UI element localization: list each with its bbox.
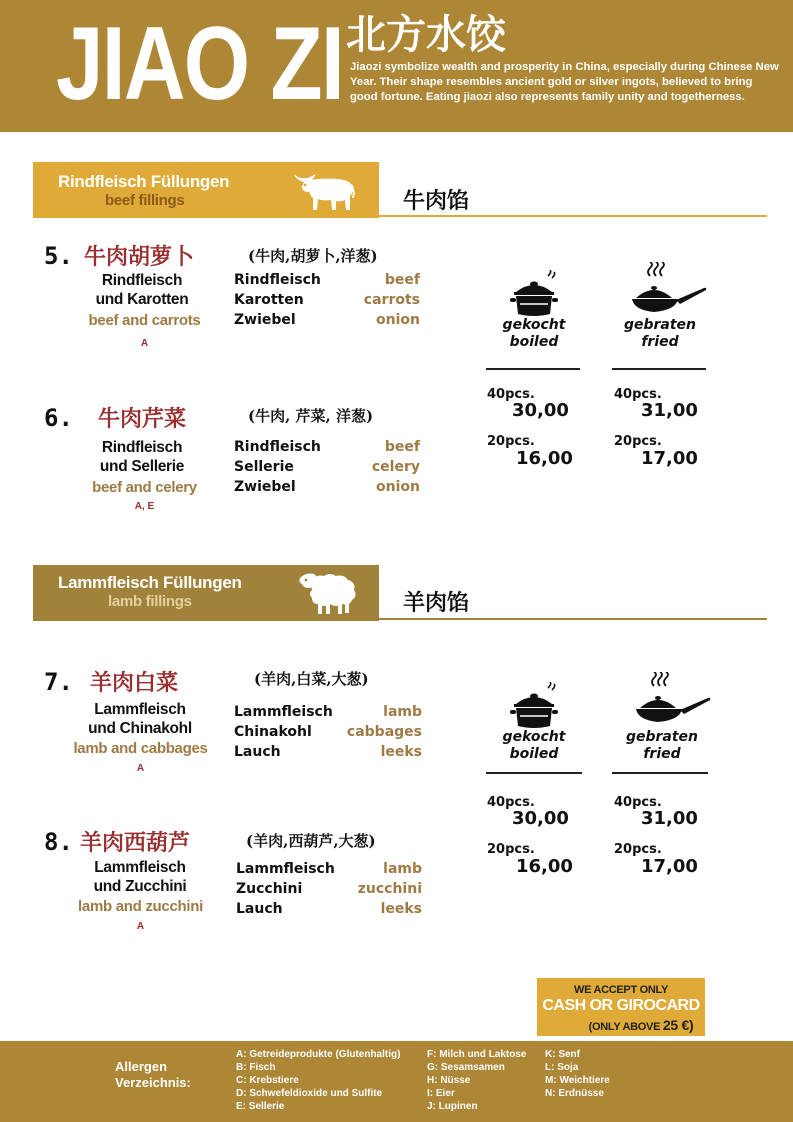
quantity-label: 40pcs. xyxy=(487,387,535,402)
price-boiled-20: 16,00 xyxy=(516,856,573,877)
sheep-icon xyxy=(298,570,358,616)
item-number: 6. xyxy=(44,404,73,432)
item-ingredients-cn: (羊肉,白菜,大葱) xyxy=(254,670,369,688)
item-ingredients-de: Lammfleisch Chinakohl Lauch xyxy=(234,704,333,760)
item-ingredients-en: beef carrots onion xyxy=(363,272,420,328)
payment-line-2: CASH OR GIROCARD xyxy=(542,997,700,1014)
payment-line-1: WE ACCEPT ONLY xyxy=(574,984,668,996)
price-fried-40: 31,00 xyxy=(641,808,698,829)
cooking-boiled-label: gekocht boiled xyxy=(502,729,566,762)
section-title-de: Lammfleisch Füllungen xyxy=(58,573,242,592)
cooking-fried-label: gebraten fried xyxy=(623,317,697,350)
section-underline xyxy=(33,215,767,217)
item-number: 7. xyxy=(44,668,73,696)
item-allergen: A, E xyxy=(134,501,155,512)
item-ingredients-cn: (牛肉,胡萝卜,洋葱) xyxy=(248,247,378,265)
item-name-en: beef and celery xyxy=(92,479,197,496)
item-title-cn: 牛肉胡萝卜 xyxy=(84,244,195,270)
allergen-title: Allergen Verzeichnis: xyxy=(115,1059,191,1090)
cooking-boiled-label: gekocht boiled xyxy=(502,317,566,350)
divider xyxy=(486,772,582,774)
price-fried-20: 17,00 xyxy=(641,856,698,877)
item-number: 8. xyxy=(44,828,73,856)
item-number: 5. xyxy=(44,242,73,270)
item-name-en: lamb and cabbages xyxy=(73,740,208,757)
item-allergen: A xyxy=(140,338,149,349)
item-ingredients-de: Rindfleisch Karotten Zwiebel xyxy=(234,272,321,328)
item-ingredients-cn: (牛肉, 芹菜, 洋葱) xyxy=(248,407,374,425)
divider xyxy=(486,368,580,370)
item-ingredients-de: Rindfleisch Sellerie Zwiebel xyxy=(234,439,321,495)
item-name-en: lamb and zucchini xyxy=(78,898,203,915)
intro-text: Jiaozi symbolize wealth and prosperity in China, especially during Chinese New Year. Their shape resembles ancient gold or silver ingots, believed to bring good fortune. Eating jiaozi also represents family unity and togetherness. xyxy=(350,61,779,103)
allergen-list-col-2: F: Milch und Laktose G: Sesamsamen H: Nüsse I: Eier J: Lupinen xyxy=(427,1049,527,1112)
item-ingredients-en: lamb cabbages leeks xyxy=(346,704,422,760)
item-name-en: beef and carrots xyxy=(88,312,201,329)
brand-title-chinese: 北方水饺 xyxy=(346,11,506,58)
cow-icon xyxy=(292,170,356,212)
quantity-label: 40pcs. xyxy=(614,387,662,402)
item-name-de: Lammfleisch und Zucchini xyxy=(93,859,187,895)
quantity-label: 40pcs. xyxy=(487,795,535,810)
pot-icon xyxy=(508,270,564,318)
item-ingredients-en: beef celery onion xyxy=(371,439,420,495)
price-fried-40: 31,00 xyxy=(641,400,698,421)
section-title-en: beef fillings xyxy=(105,192,185,209)
allergen-list-col-1: A: Getreideprodukte (Glutenhaltig) B: Fisch C: Krebstiere D: Schwefeldioxide und Sulfite E: Sellerie xyxy=(236,1049,401,1112)
divider xyxy=(612,368,706,370)
pot-icon xyxy=(508,682,564,730)
item-title-cn: 牛肉芹菜 xyxy=(98,406,187,432)
item-allergen: A xyxy=(136,763,145,774)
quantity-label: 20pcs. xyxy=(487,842,535,857)
price-boiled-40: 30,00 xyxy=(512,808,569,829)
brand-title: JIAO ZI xyxy=(56,6,344,122)
section-title-cn: 牛肉馅 xyxy=(403,188,470,214)
section-title-cn: 羊肉馅 xyxy=(403,590,470,616)
item-ingredients-en: lamb zucchini leeks xyxy=(357,861,422,917)
item-ingredients-de: Lammfleisch Zucchini Lauch xyxy=(236,861,335,917)
item-name-de: Rindfleisch und Karotten xyxy=(95,272,189,308)
item-name-de: Rindfleisch und Sellerie xyxy=(99,439,185,475)
cooking-fried-label: gebraten fried xyxy=(625,729,699,762)
quantity-label: 20pcs. xyxy=(614,434,662,449)
section-underline xyxy=(33,618,767,620)
payment-notice xyxy=(537,978,705,1036)
section-title-de: Rindfleisch Füllungen xyxy=(58,172,230,191)
allergen-list-col-3: K: Senf L: Soja M: Weichtiere N: Erdnüsse xyxy=(545,1049,610,1099)
divider xyxy=(612,772,708,774)
price-boiled-40: 30,00 xyxy=(512,400,569,421)
quantity-label: 40pcs. xyxy=(614,795,662,810)
item-title-cn: 羊肉西葫芦 xyxy=(80,830,191,856)
price-boiled-20: 16,00 xyxy=(516,448,573,469)
frying-pan-icon xyxy=(630,262,708,316)
payment-line-3: (ONLY ABOVE 25 €) xyxy=(588,1017,694,1033)
quantity-label: 20pcs. xyxy=(614,842,662,857)
quantity-label: 20pcs. xyxy=(487,434,535,449)
item-allergen: A xyxy=(136,921,145,932)
section-title-en: lamb fillings xyxy=(108,593,192,610)
frying-pan-icon xyxy=(634,672,712,726)
item-ingredients-cn: (羊肉,西葫芦,大葱) xyxy=(246,832,376,850)
item-name-de: Lammfleisch und Chinakohl xyxy=(88,701,192,737)
item-title-cn: 羊肉白菜 xyxy=(90,670,179,696)
price-fried-20: 17,00 xyxy=(641,448,698,469)
